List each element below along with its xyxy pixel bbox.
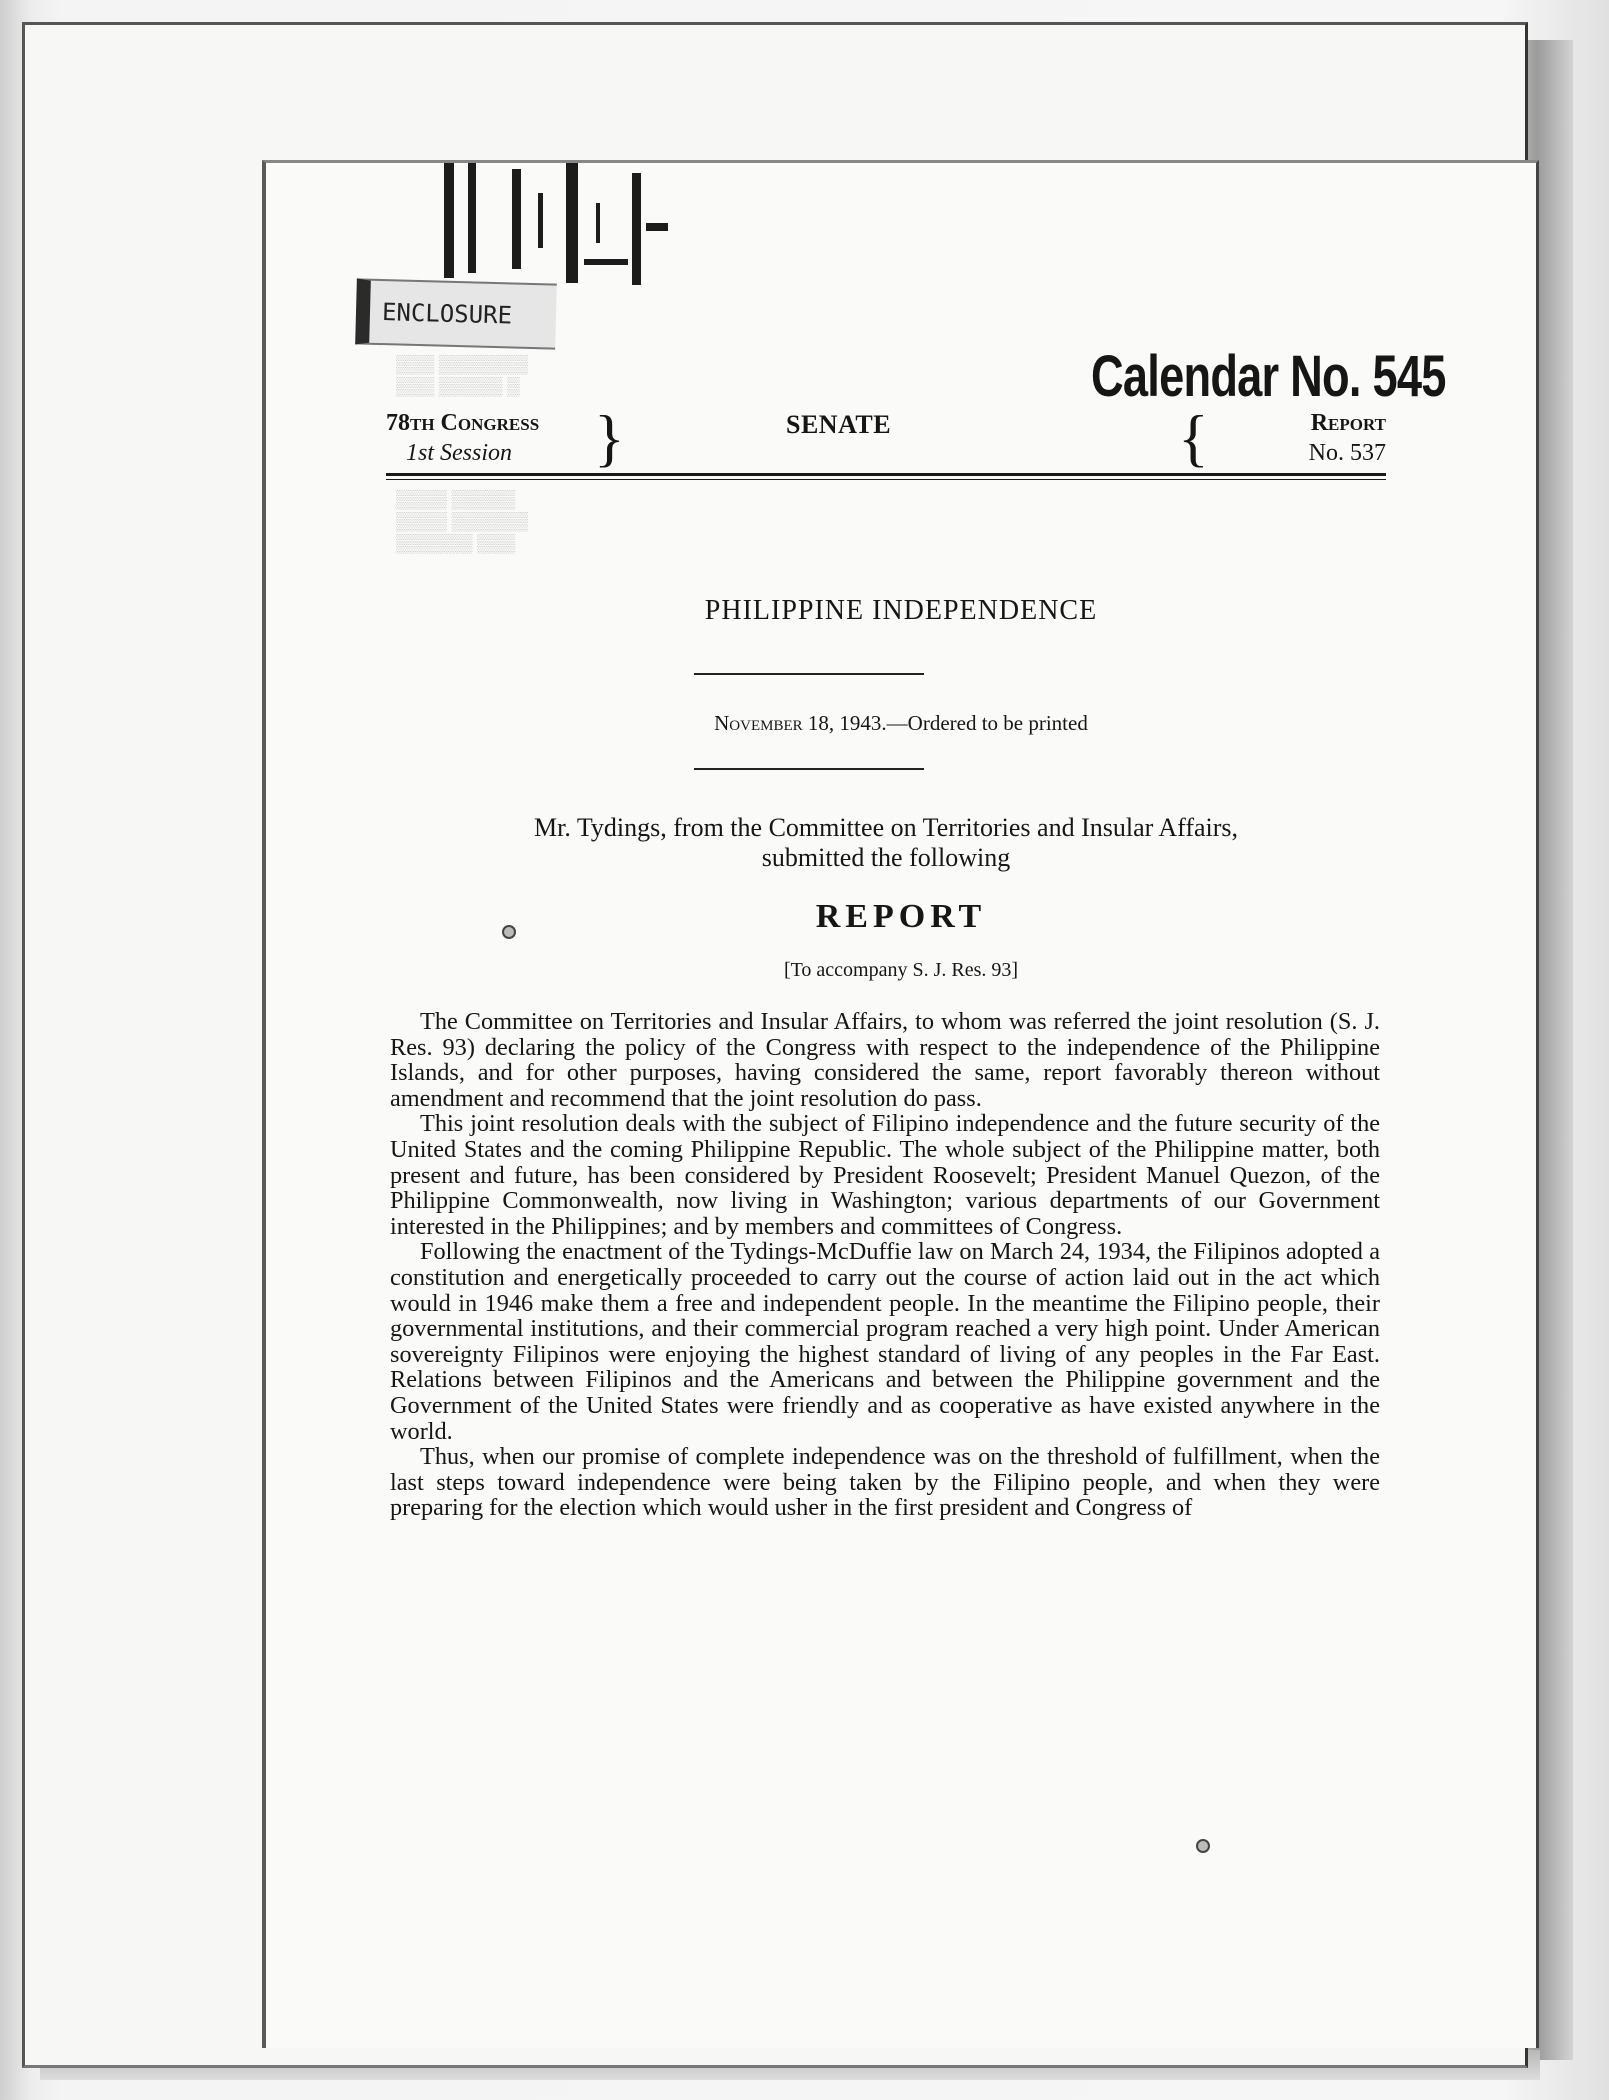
chamber-label: SENATE — [786, 410, 892, 439]
bleed-through-text: ▒▒▒▒ ▒▒▒▒▒ ▒▒▒▒ ▒▒▒▒▒▒ ▒▒▒▒▒▒ ▒▒▒ — [396, 489, 529, 553]
bleed-through-text: ▒▒▒ ▒▒▒▒▒▒▒ ▒▒▒ ▒▒▒▒▒ ▒ — [396, 354, 529, 396]
report-body — [390, 1009, 1380, 1521]
calendar-number: Calendar No. 545 — [1091, 344, 1446, 409]
congress-label: 78th Congress — [386, 410, 540, 436]
enclosure-stamp: ENCLOSURE — [355, 278, 557, 349]
document-title: PHILIPPINE INDEPENDENCE — [704, 595, 1098, 626]
scan-speck — [1196, 1839, 1210, 1853]
paragraph: This joint resolution deals with the subject of Filipino independence and the future security of the United States and the coming Philippine Republic. The whole subject of the Philippine matter, both present and future, has been considered by President Roosevelt; President Manuel Quezon, of the Philippine Commonwealth, now living in Washington; various departments of our Government interested in the Philippines; and by members and committees of Congress. — [390, 1110, 1380, 1240]
submitted-by — [386, 813, 1386, 873]
dateline-rest: —Ordered to be printed — [886, 711, 1088, 735]
paragraph: Following the enactment of the Tydings-McDuffie law on March 24, 1934, the Filipinos adopted a constitution and energetically proceeded to carry out the course of action laid out in the act which would in 1946 make them a free and independent people. In the meantime the Filipino people, their governmental institutions, and their commercial program reached a very high point. Under American sovereignty Filipinos were enjoying the highest standard of living of any peoples in the Far East. Relations between Filipinos and the Americans and between the Philippine government and the Government of the United States were friendly and as cooperative as have existed anywhere in the world. — [390, 1238, 1380, 1445]
report-label: Report — [1310, 410, 1386, 436]
report-page — [262, 160, 1539, 2048]
submitted-line-1: Mr. Tydings, from the Committee on Territories and Insular Affairs, — [533, 813, 1239, 842]
paragraph: Thus, when our promise of complete independence was on the threshold of fulfillment, when the last steps toward independence were being taken by the Filipino people, and when they were preparing for the election which would usher in the first president and Congress of — [390, 1443, 1380, 1522]
accompany-note: [To accompany S. J. Res. 93] — [783, 959, 1019, 981]
dateline-date: November 18, 1943. — [714, 711, 887, 735]
dateline — [266, 711, 1536, 736]
report-number: No. 537 — [1308, 440, 1386, 466]
report-number-block — [1256, 408, 1386, 468]
divider-rule — [694, 673, 924, 675]
brace-right: { — [1178, 402, 1209, 473]
session-label: 1st Session — [406, 440, 513, 466]
scan-speck — [502, 925, 516, 939]
divider-rule — [694, 768, 924, 770]
paragraph: The Committee on Territories and Insular Affairs, to whom was referred the joint resolution (S. J. Res. 93) declaring the policy of the Congress with respect to the independence of the Philippine Islands, and for other purposes, having considered the same, report favorably thereon without amendment and recommend that the joint resolution do pass. — [390, 1008, 1380, 1112]
congress-session — [386, 408, 606, 468]
header-rule — [386, 473, 1386, 480]
report-header — [386, 402, 1386, 473]
submitted-line-2: submitted the following — [761, 843, 1011, 872]
brace-left: } — [594, 402, 625, 473]
report-heading: REPORT — [815, 898, 987, 935]
